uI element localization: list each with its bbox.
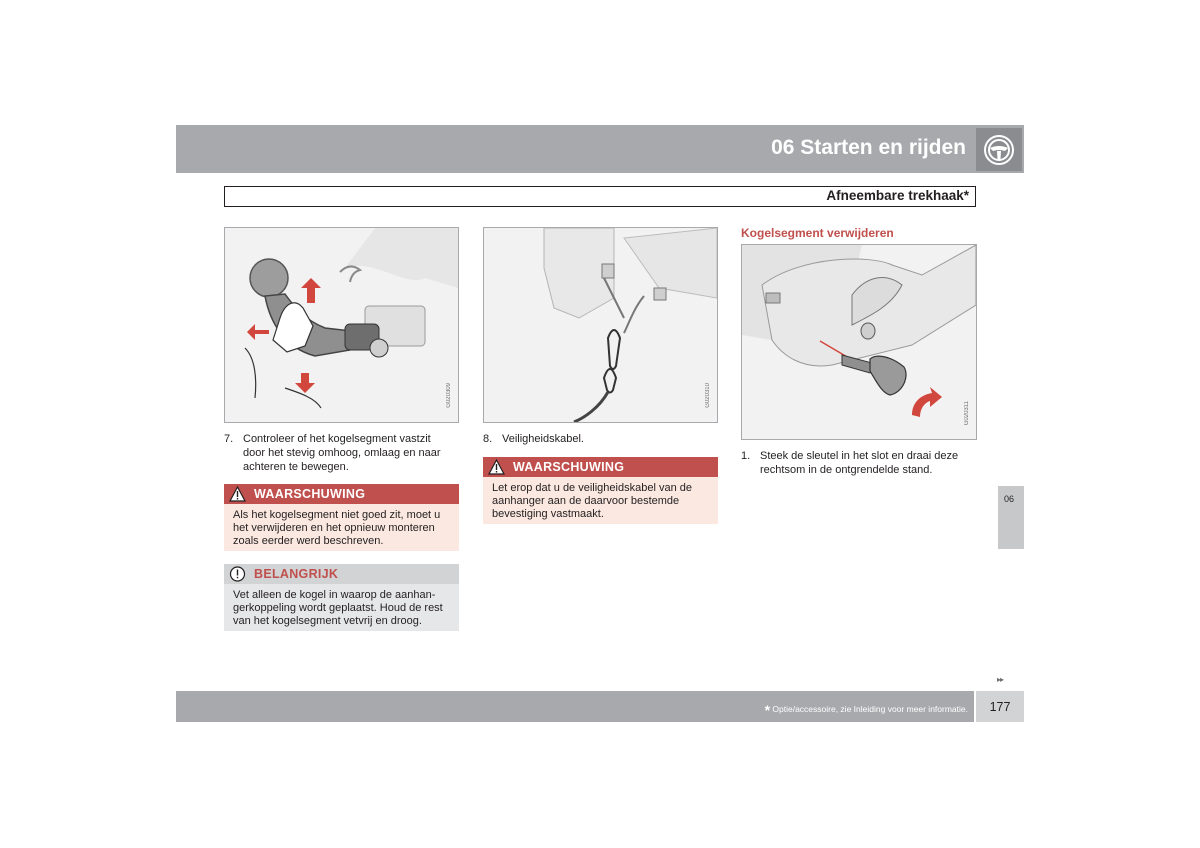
important-body: [224, 584, 459, 631]
figure-code: G020311: [964, 400, 970, 425]
step-8: [483, 432, 719, 448]
section-title-box: [224, 186, 976, 207]
warning-header: [483, 457, 718, 477]
safety-cable-illustration-drawing: [484, 228, 717, 422]
footnote: [765, 702, 968, 718]
figure-code: G020309: [446, 383, 452, 408]
section-title: Afneembare trekhaak*: [826, 188, 969, 203]
footnote-text: Optie/accessoire, zie Inleiding voor meer informatie.: [772, 704, 968, 714]
safety-cable-illustration: [483, 227, 718, 423]
footnote-star: *: [764, 702, 771, 718]
important-header: [224, 564, 459, 584]
chapter-tab-label: 06: [1004, 494, 1015, 504]
warning-title: WAARSCHUWING: [254, 487, 366, 501]
section-subheading: Kogelsegment verwijderen: [741, 226, 894, 240]
chapter-title: 06 Starten en rijden: [771, 136, 966, 159]
figure-code: G020310: [705, 383, 711, 408]
steering-wheel-icon: [983, 134, 1015, 166]
warning-body: [224, 504, 459, 551]
step-text: Veiligheidskabel.: [502, 433, 584, 445]
page-number-box: [976, 691, 1024, 722]
warning-triangle-icon: [229, 486, 246, 502]
step-7: [224, 432, 460, 476]
warning-title: WAARSCHUWING: [513, 460, 625, 474]
towbar-check-illustration: [224, 227, 459, 423]
chapter-icon-box: [976, 128, 1022, 171]
key-unlock-illustration: [741, 244, 977, 440]
chapter-header: [176, 125, 1024, 173]
warning-header: [224, 484, 459, 504]
step-number: 7.: [224, 433, 234, 445]
step-text: Controleer of het kogelsegment vastzit door het stevig omhoog, omlaag en naar achteren te bewegen.: [243, 433, 441, 473]
step-number: 1.: [741, 450, 751, 462]
page-number: 177: [989, 700, 1011, 714]
step-1: [741, 449, 977, 479]
continue-marker: ▸▸: [997, 675, 1004, 684]
important-text: Vet alleen de kogel in waarop de aanhan-gerkoppeling wordt geplaatst. Houd de rest van het kogelsegment vetvrij en droog.: [233, 589, 443, 627]
warning-triangle-icon: [488, 459, 505, 475]
warning-text: Let erop dat u de veiligheidskabel van de aanhanger aan de daarvoor bestemde bevestiging vastmaakt.: [492, 482, 692, 520]
step-number: 8.: [483, 433, 493, 445]
exclamation-circle-icon: [229, 566, 246, 582]
warning-body: [483, 477, 718, 524]
key-unlock-drawing: [742, 245, 976, 439]
towbar-ball-illustration: [225, 228, 458, 422]
footer-bar: [176, 691, 974, 722]
step-text: Steek de sleutel in het slot en draai deze rechtsom in de ontgrendelde stand.: [760, 450, 959, 476]
warning-text: Als het kogelsegment niet goed zit, moet u het verwijderen en het opnieuw monteren zoals eerder werd beschreven.: [233, 509, 441, 547]
chapter-side-tab: [998, 486, 1024, 549]
important-title: BELANGRIJK: [254, 567, 339, 581]
